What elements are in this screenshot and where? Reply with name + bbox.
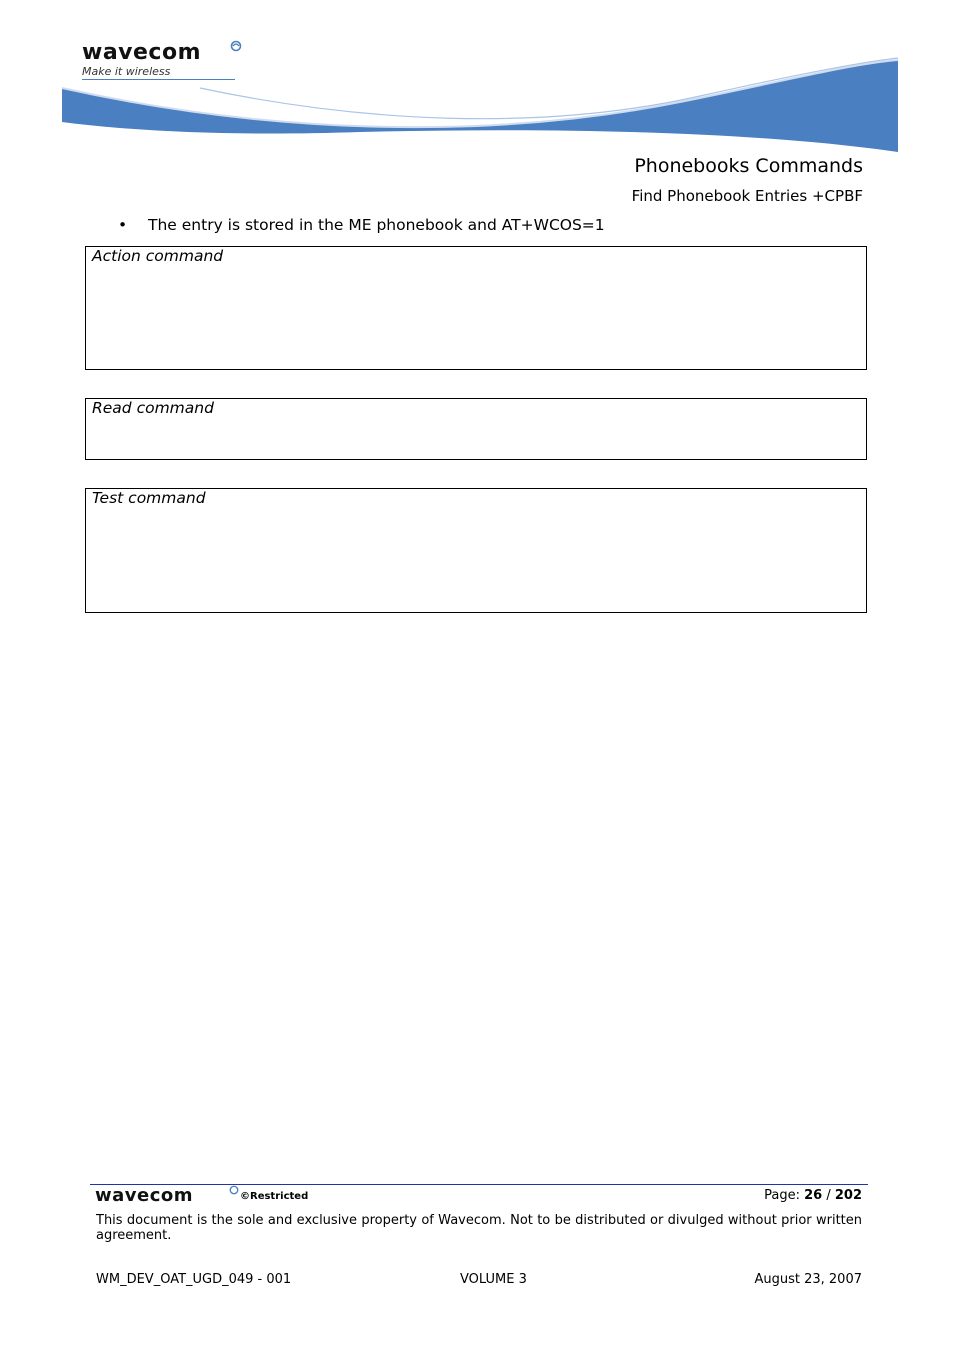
footer-restricted-label: ©Restricted — [240, 1191, 309, 1202]
test-command-label: Test command — [92, 489, 206, 507]
bullet-dot: • — [118, 216, 128, 234]
logo-tagline: Make it wireless — [82, 65, 171, 78]
footer-logo — [95, 1185, 193, 1206]
footer-date: August 23, 2007 — [754, 1272, 862, 1287]
footer-doc-id: WM_DEV_OAT_UGD_049 - 001 — [96, 1272, 292, 1287]
footer-page-number — [764, 1188, 862, 1203]
bullet-item — [118, 216, 605, 234]
page-prefix: Page: — [764, 1188, 805, 1203]
test-command-box — [85, 488, 867, 613]
logo-wordmark: wavecom — [82, 40, 202, 65]
footer-divider — [90, 1184, 868, 1185]
header-wave-graphic — [60, 52, 900, 156]
page-total: 202 — [834, 1188, 862, 1203]
footer-logo-wordmark: wavecom — [95, 1185, 194, 1206]
section-subtitle: Find Phonebook Entries +CPBF — [631, 187, 863, 205]
action-command-label: Action command — [92, 247, 224, 265]
bullet-text: The entry is stored in the ME phonebook and AT+WCOS=1 — [148, 216, 605, 234]
footer-notice: This document is the sole and exclusive property of Wavecom. Not to be distributed or divulged without prior written agreement. — [96, 1213, 862, 1243]
read-command-box — [85, 398, 867, 460]
page-current: 26 — [804, 1188, 823, 1203]
read-command-label: Read command — [92, 399, 214, 417]
section-title: Phonebooks Commands — [634, 155, 863, 177]
footer-logo-swirl-icon — [229, 1185, 239, 1195]
logo-swirl-icon — [230, 40, 242, 52]
page-separator: / — [822, 1188, 835, 1203]
footer-volume: VOLUME 3 — [460, 1272, 527, 1287]
action-command-box — [85, 246, 867, 370]
